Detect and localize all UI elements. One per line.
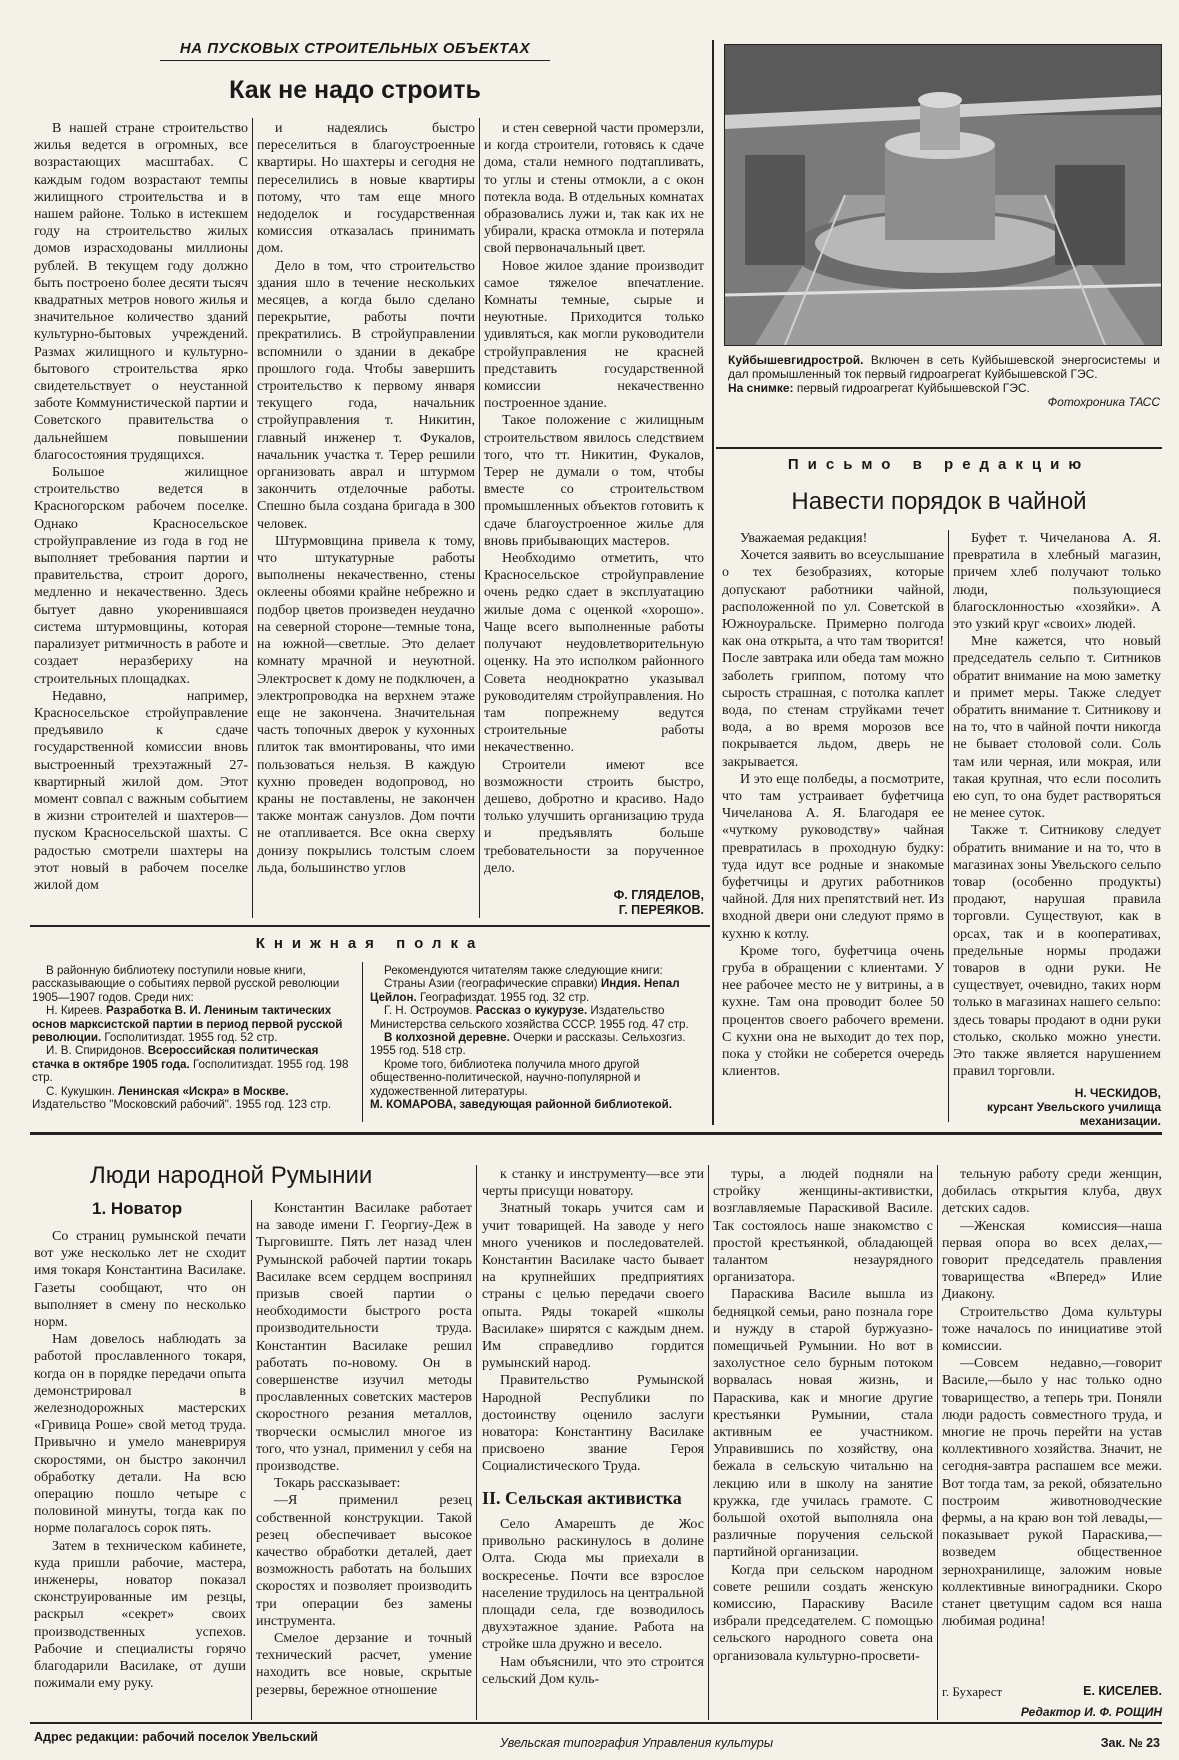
book-entry — [370, 1004, 706, 1031]
bottom-section-rule — [30, 1132, 1162, 1135]
col-rule — [479, 118, 480, 918]
romania-col-3b — [482, 1516, 704, 1720]
col-rule — [937, 1165, 938, 1720]
book-author: Н. Киреев. — [46, 1004, 103, 1018]
paragraph: Параскива Василе вышла из бедняцкой семьи, рано познала горе и нужду в старой буржуазно-помещичьей Румынии. Но вот в захолустное село бурным потоком ворвалась новая жизнь, и Параскива, как и многие другие крестьянки Румынии, стала активным ее участником. Управившись по хозяйству, она бежала в сельскую читальню на лекцию или в школу на занятие кружка, где училась грамоте. С большой охотой выполняла она различные поручения сельской партийной организации. — [713, 1287, 933, 1561]
paragraph: Большое жилищное строительство ведется в Красногорском рабочем поселке. Однако Красносельское стройуправление из года в год не выполняет требования партии и правительства, строит дорого, медленно и некачественно. Здесь бытует давно укоренившаяся система штурмовщины, которая парализует ритмичность в работе и создает неразбериху на строительных площадках. — [34, 465, 248, 687]
col-rule — [362, 962, 363, 1122]
paragraph: и стен северной части промерзли, и когда строители, готовясь к сдаче дома, стали немного подтапливать, то углы и стены отмокли, а с окон потекла вода. В отдельных комнатах образовались лужи и, так как их не убирали, краска отмокла и потеряла свой первоначальный цвет. — [484, 121, 704, 257]
paragraph: Нам объяснили, что это строится сельский Дом куль- — [482, 1654, 704, 1687]
paragraph: Затем в техническом кабинете, куда пришли рабочие, мастера, инженеры, новатор показал сконструированные им резцы, раскрыл «секрет» своих производственных успехов. Рабочие и специалисты горячо благодарили Василаке, от души пожимали ему руку. — [34, 1538, 246, 1692]
paragraph: Со страниц румынской печати вот уже несколько лет не сходит имя токаря Константина Василаке. Газеты сообщают, что он выполняет в смену по несколько норм. — [34, 1229, 246, 1331]
paragraph: Когда при сельском народном совете решили создать женскую комиссию, Параскиву Василе избрали председателем. С помощью сельского народного совета она организовала культурно-просвети- — [713, 1562, 933, 1664]
books-signature: М. КОМАРОВА, заведующая районной библиотекой. — [370, 1098, 672, 1112]
paragraph: Токарь рассказывает: — [274, 1476, 401, 1492]
book-title: Рассказ о кукурузе. — [475, 1004, 588, 1018]
caption-text: Включен в сеть Куйбышевской энергосистемы и дал промышленный ток первый гидроагрегат Куйбышевской ГЭС. — [728, 353, 1160, 381]
books-top-rule — [30, 925, 710, 927]
col-rule — [948, 530, 949, 1122]
paragraph: Также т. Ситникову следует обратить внимание и на то, что в магазинах зоны Увельского сельпо товар (особенно продукты) продают, нарушая правила торговли. Существуют, как в орсах, так и в кооперативах, предельные нормы продажи товаров в одни руки. Не существует, очевидно, таких норм только в магазинах нашего сельпо: здесь товары продают в одни руки столько, сколько можно унести. Это также является нарушением правил торговли. — [953, 823, 1161, 1080]
book-intro-text: Рекомендуются читателям также следующие книги: — [384, 964, 663, 977]
letter-col-1 — [722, 530, 944, 1124]
book-intro — [370, 1058, 706, 1098]
headline-people-of-romania: Люди народной Румынии — [90, 1162, 373, 1189]
paragraph: —Совсем недавно,—говорит Василе,—было у нас только одно товарищество, а теперь три. Поняли люди радость совместного труда, и многие не прочь перейти на устав коллективного хозяйства. Значит, не сегодня-завтра распашем все межи. Вот тогда там, за рекой, обязательно построим животноводческие фермы, а на краю вон той левады,—показывает рукой Параскива,—возведем общественное зернохранилище, заложим новые коллективные виноградники. Скоро станет цветущим садом вся наша любимая родина! — [942, 1356, 1162, 1630]
photo-caption — [728, 353, 1160, 409]
paragraph: Дело в том, что строительство здания шло в течение нескольких месяцев, а когда было сделано перекрытие, работы почти прекратились. В стройуправлении вспомнили о здании в декабре прошлого года. Чтобы завершить строительство к первому января текущего года, начальник стройуправления т. Никитин, главный инженер т. Фукалов, начальник участка т. Терер решили организовать аврал и штурмом закончить отделочные работы. Спешно была создана бригада в 300 человек. — [257, 258, 475, 532]
vertical-rule-right — [712, 40, 714, 1125]
book-entry — [32, 1085, 354, 1112]
book-rest: Госполитиздат. 1955 год. 52 стр. — [104, 1031, 278, 1045]
headline-tea-room: Навести порядок в чайной — [791, 488, 1087, 515]
book-title: В колхозной деревне. — [384, 1031, 510, 1045]
paragraph: Нам довелось наблюдать за работой прославленного токаря, когда он в порядке передачи опыта демонстрировал в железнодорожных мастерских «Гривица Роше» свой метод труда. Привычно и умело маневрируя скоростями, он быстро закончил обработку детали. На всю операцию пошло четыре с половиной минуты, тогда как по норме полагалось сорок пять. — [34, 1332, 246, 1537]
footer-address: Адрес редакции: рабочий поселок Увельский — [34, 1730, 318, 1744]
book-entry — [370, 1031, 706, 1058]
paragraph: Строители имеют все возможности строить быстро, дешево, добротно и красиво. Надо только улучшить организацию труда и предъявлять больше требовательности за порученное дело. — [484, 757, 704, 876]
romania-col-3a — [482, 1166, 704, 1486]
rubric-letter: Письмо в редакцию — [787, 456, 1091, 473]
top-article-col-2 — [257, 120, 475, 920]
paragraph: Буфет т. Чичеланова А. Я. превратила в хлебный магазин, причем хлеб получают только люди, пользующиеся благосклонностью «хозяйки». А это узкий круг «своих» людей. — [953, 531, 1161, 633]
paragraph: Строительство Дома культуры тоже началось по инициативе этой комиссии. — [942, 1304, 1162, 1355]
headline-how-not-to-build: Как не надо строить — [229, 76, 481, 104]
paragraph: Необходимо отметить, что Красносельское стройуправление очень редко сдает в эксплуатацию жилые дома с оценкой «хорошо». Чаще всего выполненные работы получают неудовлетворительную оценку. На это исполком районного Совета неоднократно указывал руководителям стройуправления. Но там попрежнему ведутся строительные работы некачественно. — [484, 551, 704, 756]
romania-col-5 — [942, 1166, 1162, 1680]
book-title: Индия. Непал Цейлон. — [370, 977, 680, 1004]
book-rest: Географиздат. 1955 год. 32 стр. — [419, 990, 590, 1004]
book-intro-text: В районную библиотеку поступили новые книги, рассказывающие о событиях первой русской революции 1905—1907 годов. Среди них: — [32, 964, 340, 1004]
paragraph: Константин Василаке работает на заводе имени Г. Георгиу-Деж в Тырговиште. Пять лет назад член Румынской рабочей партии токарь Василаке всем сердцем воспринял призыв своей партии о необходимости быстрого роста производительности труда. Константин Василаке решил работать по-новому. Он в совершенстве изучил методы прославленных советских мастеров скоростного резания металлов, творчески осмыслил многое из того, что узнал, применил у себя на производстве. — [256, 1201, 472, 1475]
books-left — [32, 964, 354, 1124]
top-article-col-1 — [34, 120, 248, 920]
book-title: Ленинская «Искра» в Москве. — [118, 1084, 289, 1098]
paragraph: —Женская комиссия—наша первая опора во всех делах,—говорит председатель правления товарищества «Вперед» Илие Диакону. — [942, 1218, 1162, 1303]
romania-col-4 — [713, 1166, 933, 1720]
book-author: Г. Н. Остроумов. — [384, 1004, 473, 1018]
paragraph: —Я применил резец собственной конструкции. Такой резец обеспечивает высокое качество обработки деталей, дает возможность работать на больших скоростях и позволяет производить три операции без замены инструмента. — [256, 1493, 472, 1629]
letter-sign-role: курсант Увельского училища механизации. — [986, 1100, 1161, 1128]
letter-col-2 — [953, 530, 1161, 1085]
paragraph: Такое положение с жилищным строительством явилось следствием того, что тт. Никитин, Фукалов, Терер не думали о том, чтобы вместе со строительством промышленных объектов готовить к сдаче благоустроенное жилье для вновь прибывающих мастеров. — [484, 413, 704, 549]
book-rest: Очерки и рассказы. Сельхозгиз. 1955 год. 518 стр. — [370, 1031, 686, 1058]
book-author: Страны Азии (географические справки) — [384, 977, 598, 991]
book-intro — [370, 964, 706, 977]
paragraph: к станку и инструменту—все эти черты присущи новатору. — [482, 1167, 704, 1200]
book-entry — [370, 977, 706, 1004]
paragraph: Мне кажется, что новый председатель сельпо т. Ситников обратит внимание на мою заметку и примет меры. Также следует обратить внимание т. Ситникову и на то, что в чайной почти никогда не бывает столовой соли. Соль там или черная, или мокрая, или такая крупная, что если посолить ею суп, то она будет растворяться не менее суток. — [953, 634, 1161, 822]
paragraph: Новое жилое здание производит самое тяжелое впечатление. Комнаты темные, сырые и неуютные. Приходится только удивляться, как могли руководители стройуправления не красней представить государственной комиссии некачественно построенное здание. — [484, 258, 704, 412]
col-rule — [252, 118, 253, 918]
footer-rule — [30, 1722, 1162, 1724]
footer-printer: Увельская типография Управления культуры — [500, 1736, 774, 1750]
paragraph: Уважаемая редакция! — [740, 531, 868, 546]
letter-signature — [953, 1086, 1161, 1128]
turbine-illustration-icon — [725, 45, 1161, 345]
rubric-construction: НА ПУСКОВЫХ СТРОИТЕЛЬНЫХ ОБЪЕКТАХ — [179, 40, 531, 57]
book-author: С. Кукушкин. — [46, 1084, 115, 1098]
book-intro-text: Кроме того, библиотека получила много другой общественно-политической, научно-популярной и художественной литературы. — [370, 1057, 641, 1098]
caption-photo-label: На снимке: — [728, 381, 794, 395]
paragraph: В нашей стране строительство жилья ведется в огромных, все возрастающих масштабах. С каждым годом возрастают темпы жилищного строительства и в нашем районе. Только в истекшем году на строительство жилых домов израсходованы миллионы рублей. В текущем году должно быть построено более десяти тысяч квадратных метров нового жилья и значительное количество зданий культурно-бытовых учреждений. Размах жилищного и культурно-бытового строительства ярко свидетельствует о неустанной заботе Коммунистической партии и Советского правительства о дальнейшем повышении благосостояния трудящихся. — [34, 121, 248, 463]
photo-credit: Фотохроника ТАСС — [1047, 395, 1160, 409]
top-article-col-3 — [484, 120, 704, 886]
paragraph: Кроме того, буфетчица очень груба в обращении с клиентами. У нее рабочее место не у витрины, а в кухне. Там она проводит более 50 процентов своего рабочего времени. С кухни она не выходит до тех пор, пока у стойки не соберется очередь клиентов. — [722, 943, 944, 1080]
book-title: Разработка В. И. Лениным тактических основ марксистской партии в период первой русской революции. — [32, 1004, 343, 1045]
subhead-village-activist: II. Сельская активистка — [482, 1488, 682, 1508]
letter-top-rule — [716, 447, 1162, 449]
rubric-book-shelf: Книжная полка — [255, 935, 485, 952]
book-rest: Госполитиздат. 1955 год. 198 стр. — [32, 1057, 349, 1085]
rubric-underline — [160, 60, 550, 61]
paragraph: Смелое дерзание и точный технический расчет, умение находить все новые, скрытые резервы, бережное отношение — [256, 1631, 472, 1698]
top-article-signatures — [484, 888, 704, 918]
book-author: И. В. Спиридонов. — [46, 1044, 145, 1058]
col-rule — [251, 1200, 252, 1720]
romania-col-2 — [256, 1200, 472, 1720]
romania-author: Е. КИСЕЛЕВ. — [1083, 1684, 1162, 1698]
book-entry — [32, 1004, 354, 1044]
book-intro — [32, 964, 354, 1004]
books-right — [370, 964, 706, 1124]
paragraph: тельную работу среди женщин, добилась открытия клуба, двух детских садов. — [942, 1167, 1162, 1217]
book-title: Всероссийская политическая стачка в октябре 1905 года. — [32, 1044, 319, 1071]
paragraph: и надеялись быстро переселиться в благоустроенные квартиры. Но шахтеры и сегодня не переселились в новые квартиры потому, что там еще много недоделок и государственная комиссия отказалась принимать дом. — [257, 121, 475, 257]
signature-1: Ф. ГЛЯДЕЛОВ, — [613, 888, 704, 902]
paragraph: Знатный токарь учится сам и учит товарищей. На заводе у него много учеников и последователей. Константин Василаке часто бывает на крупнейших предприятиях страны с целью передачи своего опыта. Ряды токарей «школы Василаке» ширятся с каждым днем. Им справедливо гордится румынский народ. — [482, 1201, 704, 1372]
paragraph: Хочется заявить во всеуслышание о тех безобразиях, которые допускают работники чайной, расположенной по ул. Советской в Южноуральске. Примерно полгода как она открыта, а что там творится! После завтрака или обеда там можно заболеть гриппом, потому что сырость страшная, с потолка каплет вода, по стенам струйками течет вода, а во время морозов все покрывается льдом, дверь не закрывается. — [722, 548, 944, 770]
romania-signature — [942, 1684, 1162, 1699]
subhead-innovator: 1. Новатор — [92, 1199, 183, 1218]
romania-col-1 — [34, 1228, 246, 1718]
paragraph: Недавно, например, Красносельское стройуправление предъявило к сдаче государственной комиссии вновь выстроенный трехэтажный 27-квартирный жилой дом. Этот момент совпал с важным событием в жизни строителей и шахтеров—пуском Красносельской шахты. С радостью смотрели шахтеры на этот новый в рабочем поселке жилой дом — [34, 688, 248, 893]
hydro-turbine-photo — [724, 44, 1162, 346]
romania-place: г. Бухарест — [942, 1684, 1003, 1699]
paragraph: туры, а людей подняли на стройку женщины-активистки, возглавляемые Параскивой Василе. Так состоялось наше знакомство с простой крестьянкой, обладающей талантом незаурядного организатора. — [713, 1167, 933, 1286]
letter-sign-name: Н. ЧЕСКИДОВ, — [1074, 1086, 1161, 1100]
book-entry — [32, 1044, 354, 1084]
footer-order: Зак. № 23 — [1100, 1736, 1160, 1750]
col-rule — [708, 1165, 709, 1720]
col-rule — [476, 1165, 477, 1720]
paragraph: И это еще полбеды, а посмотрите, что там устраивает буфетчица Чичеланова А. Я. Благодаря ее «чуткому руководству» чайная превратилась в проходную будку: туда идут все родные и знакомые буфетчицы и других работников чайной. Для них препятствий нет. Из входной двери они следуют прямо в кухню к котлу. — [722, 771, 944, 942]
caption-lead: Куйбышевгидрострой. — [728, 353, 864, 367]
caption-photo-text: первый гидроагрегат Куйбышевской ГЭС. — [796, 381, 1030, 395]
footer-editor: Редактор И. Ф. РОЩИН — [1020, 1705, 1162, 1719]
paragraph: Штурмовщина привела к тому, что штукатурные работы выполнены некачественно, стены оклеены обоями крайне небрежно и подбор цветов произведен неудачно на северной стороне—темные тона, на южной—светлые. Это делает комнату мрачной и неуютной. Электросвет к дому не подключен, а электропроводка на верхнем этаже еще не закончена. Значительная часть топочных дверок у кухонных плиток так вмонтированы, что ими пользоваться нельзя. В каждую кухню проведен водопровод, но краны не поставлены, не закончен также монтаж санузлов. Дом почти не отапливается. Все окна сверху донизу покрылись толстым слоем льда, большинство углов — [257, 533, 475, 876]
book-rest: Издательство "Московский рабочий". 1955 год. 123 стр. — [32, 1098, 332, 1112]
signature-2: Г. ПЕРЕЯКОВ. — [618, 903, 704, 917]
paragraph: Село Амарешть де Жос привольно раскинулось в долине Олта. Сюда мы приехали в воскресенье. Почти все взрослое население трудилось на центральной площади села, где возводилось двухэтажное здание. Работа на стройке шла дружно и весело. — [482, 1517, 704, 1653]
paragraph: Правительство Румынской Народной Республики по достоинству оценило заслуги новатора: Константину Василаке присвоено звание Героя Социалистического Труда. — [482, 1373, 704, 1475]
book-rest: Издательство Министерства сельского хозяйства СССР. 1955 год. 47 стр. — [370, 1004, 689, 1031]
